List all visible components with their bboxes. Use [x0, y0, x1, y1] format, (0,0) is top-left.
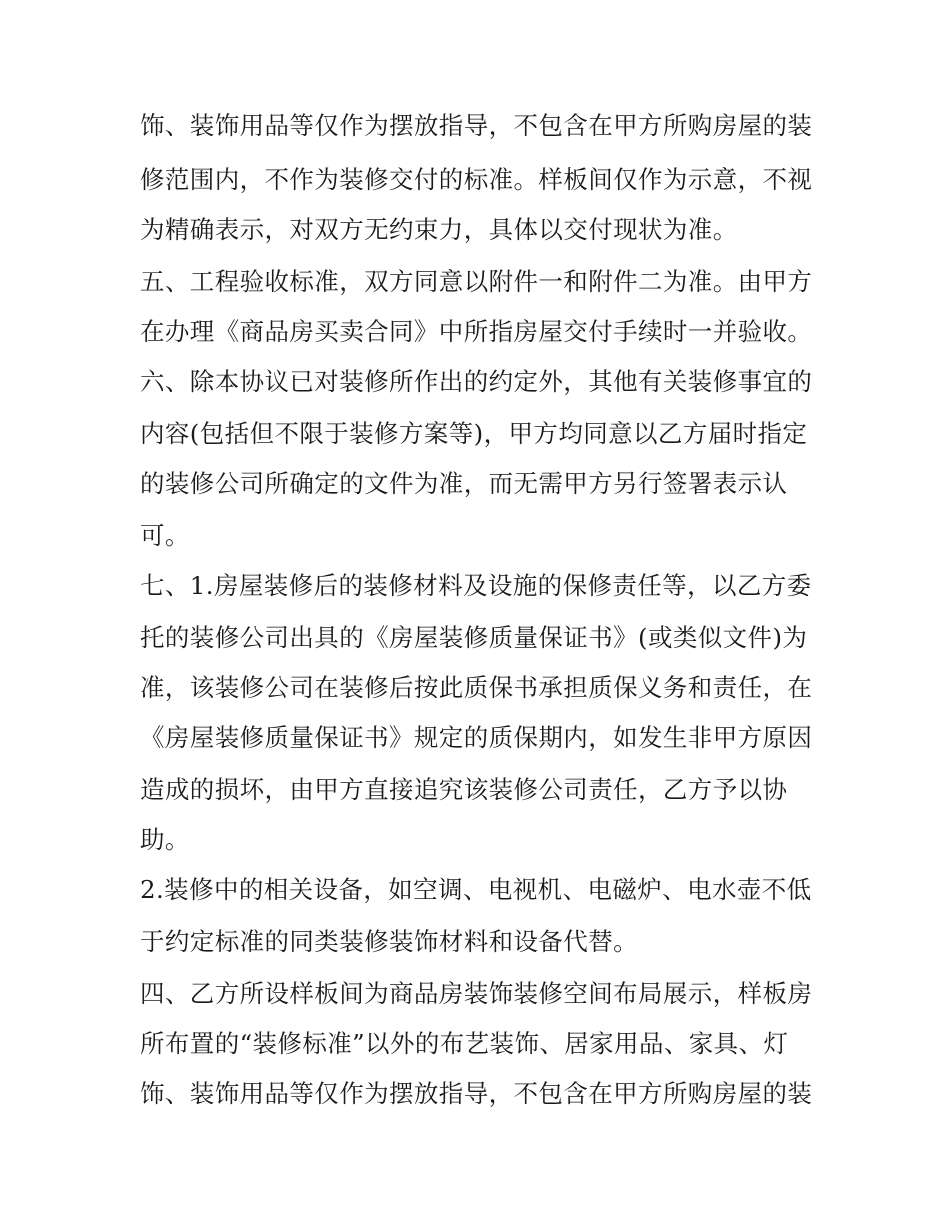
- text-line: 六、除本协议已对装修所作出的约定外，其他有关装修事宜的: [140, 367, 813, 396]
- text-line: 饰、装饰用品等仅作为摆放指导，不包含在甲方所购房屋的装: [140, 111, 813, 140]
- text-line: 2.装修中的相关设备，如空调、电视机、电磁炉、电水壶不低: [140, 875, 812, 904]
- text-line: 七、1.房屋装修后的装修材料及设施的保修责任等，以乙方委: [140, 571, 812, 600]
- text-line: 在办理《商品房买卖合同》中所指房屋交付手续时一并验收。: [140, 317, 813, 346]
- text-line: 五、工程验收标准，双方同意以附件一和附件二为准。由甲方: [140, 267, 813, 296]
- text-line: 于约定标准的同类装修装饰材料和设备代替。: [140, 927, 638, 956]
- text-line: 助。: [140, 825, 190, 854]
- text-line: 四、乙方所设样板间为商品房装饰装修空间布局展示，样板房: [140, 979, 813, 1008]
- text-line: 托的装修公司出具的《房屋装修质量保证书》(或类似文件)为: [140, 623, 808, 652]
- text-line: 为精确表示，对双方无约束力，具体以交付现状为准。: [140, 215, 738, 244]
- text-line: 修范围内，不作为装修交付的标准。样板间仅作为示意，不视: [140, 165, 813, 194]
- text-line: 内容(包括但不限于装修方案等)，甲方均同意以乙方届时指定: [140, 419, 808, 448]
- text-line: 可。: [140, 521, 190, 550]
- text-line: 饰、装饰用品等仅作为摆放指导，不包含在甲方所购房屋的装: [140, 1079, 813, 1108]
- text-line: 准，该装修公司在装修后按此质保书承担质保义务和责任，在: [140, 673, 813, 702]
- text-line: 《房屋装修质量保证书》规定的质保期内，如发生非甲方原因: [140, 723, 813, 752]
- text-line: 所布置的“装修标准”以外的布艺装饰、居家用品、家具、灯: [140, 1029, 789, 1058]
- text-line: 造成的损坏，由甲方直接追究该装修公司责任，乙方予以协: [140, 775, 788, 804]
- text-line: 的装修公司所确定的文件为准，而无需甲方另行签署表示认: [140, 469, 788, 498]
